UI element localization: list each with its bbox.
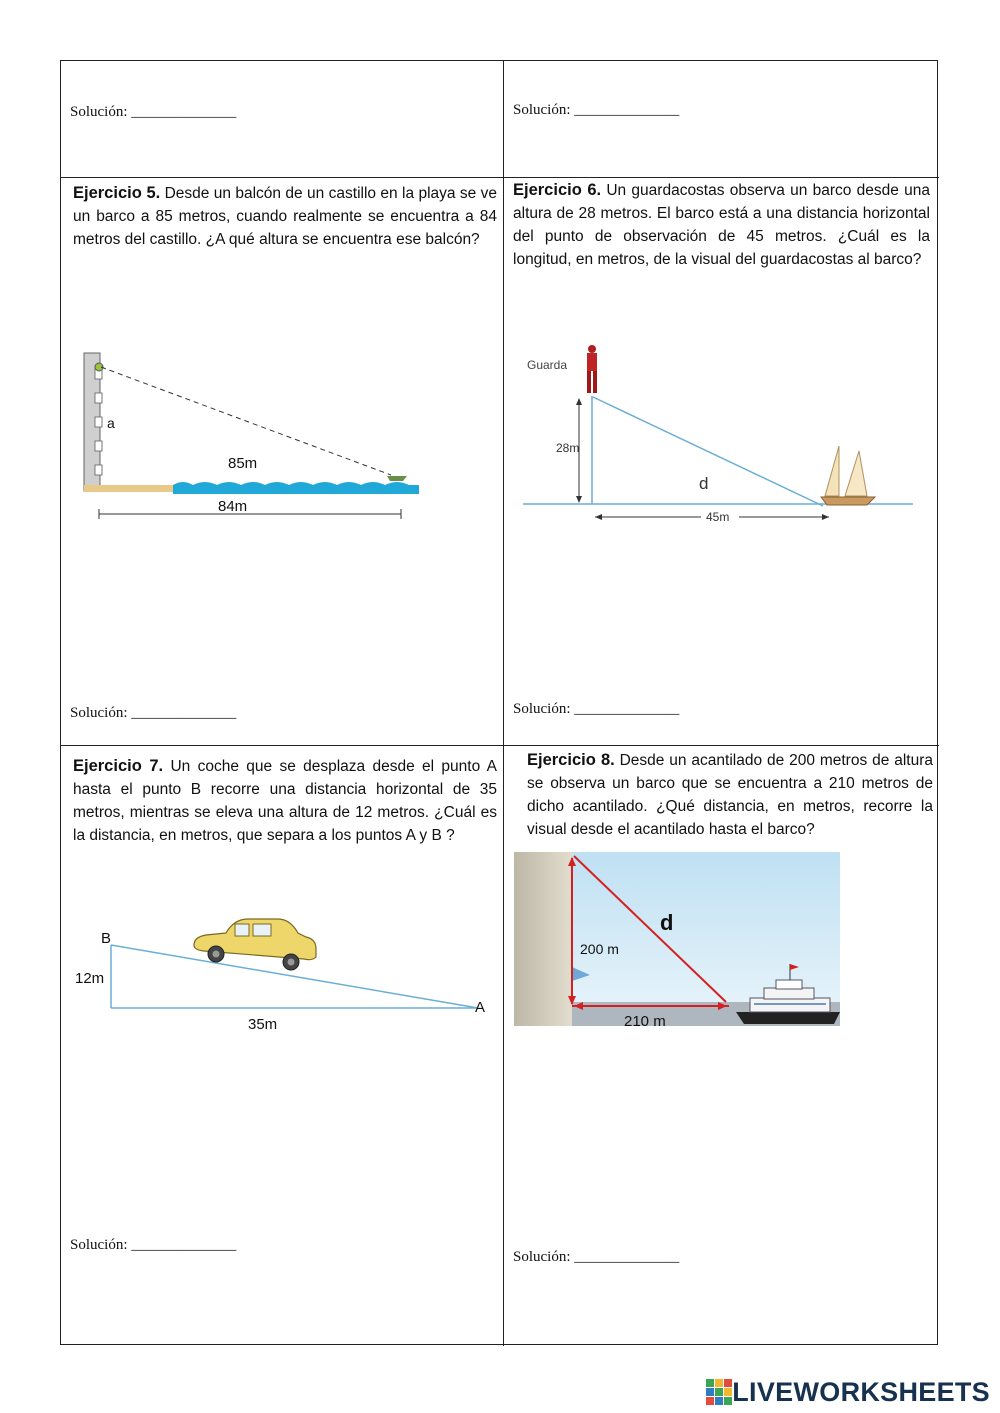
solution-blank[interactable]: ______________ [131, 705, 237, 721]
base-label: 210 m [624, 1013, 666, 1030]
solution-label: Solución: [70, 104, 132, 120]
base-label: 35m [248, 1016, 278, 1033]
cliff-figure [514, 852, 844, 1028]
worksheet-grid [60, 60, 938, 1345]
base-label: 84m [218, 498, 248, 515]
height-label: 12m [75, 970, 105, 987]
exercise-6-text: Un guardacostas observa un barco desde una altura de 28 metros. El barco está a una distancia horizontal del punto de observación de 45 metros. ¿Cuál es la longitud, en metros, de la visual del guardacostas al barco? [513, 182, 931, 268]
solution-label: Solución: [513, 701, 575, 717]
exercise-7-statement [73, 755, 497, 847]
guard-label: Guarda [527, 358, 568, 372]
base-label: 45m [706, 510, 730, 524]
exercise-7-text: Un coche que se desplaza desde el punto A hasta el punto B recorre una distancia horizontal de 35 metros, mientras se eleva una altura de 12 metros. ¿Cuál es la distancia, en metros, que separa a los puntos A y B ? [73, 758, 497, 844]
sea [173, 482, 419, 494]
solution-label: Solución: [513, 102, 575, 118]
logo-text: LIVEWORKSHEETS [732, 1376, 990, 1407]
height-label: 200 m [580, 941, 619, 957]
guard-person-icon [587, 345, 597, 393]
solution-blank[interactable]: ______________ [131, 1237, 237, 1253]
solution-line-4 [513, 102, 679, 119]
exercise-5-statement [73, 182, 497, 251]
point-b-label: B [101, 930, 112, 947]
solution-line-6 [513, 701, 679, 718]
solution-label: Solución: [513, 1249, 575, 1265]
exercise-5-title: Ejercicio 5. [73, 184, 161, 202]
exercise-8-title: Ejercicio 8. [527, 751, 615, 769]
exercise-7-title: Ejercicio 7. [73, 757, 164, 775]
boat-icon [387, 476, 407, 481]
hyp-label: d [660, 910, 674, 935]
height-label: a [107, 415, 115, 431]
solution-line-8 [513, 1249, 679, 1266]
solution-label: Solución: [70, 1237, 132, 1253]
solution-blank[interactable]: ______________ [574, 102, 680, 118]
point-a-label: A [475, 999, 486, 1016]
cliff [514, 852, 572, 1026]
exercise-6-title: Ejercicio 6. [513, 181, 602, 199]
exercise-5-text: Desde un balcón de un castillo en la playa se ve un barco a 85 metros, cuando realmente se encuentra a 84 metros del castillo. ¿A qué altura se encuentra ese balcón? [73, 185, 497, 248]
solution-line-3 [70, 104, 236, 121]
row-divider-1 [61, 177, 939, 178]
exercise-6-statement [513, 179, 930, 271]
liveworksheets-logo [706, 1377, 990, 1407]
column-divider [503, 61, 504, 1346]
solution-blank[interactable]: ______________ [574, 1249, 680, 1265]
height-label: 28m [556, 441, 580, 455]
hyp-label: d [699, 474, 709, 493]
solution-label: Solución: [70, 705, 132, 721]
solution-blank[interactable]: ______________ [574, 701, 680, 717]
exercise-8-text: Desde un acantilado de 200 metros de altura se observa un barco que se encuentra a 210 metros de dicho acantilado. ¿Qué distancia, en metros, recorre la visual desde el acantilado hasta el barco? [527, 752, 933, 838]
solution-line-5 [70, 705, 236, 722]
hyp-label: 85m [228, 455, 258, 472]
solution-line-7 [70, 1237, 236, 1254]
sailboat-icon [821, 446, 875, 505]
castle-figure [81, 349, 426, 519]
car-ramp-figure [73, 916, 493, 1036]
exercise-8-statement [527, 749, 933, 841]
coastguard-figure [521, 341, 916, 531]
sand [84, 485, 176, 492]
solution-blank[interactable]: ______________ [131, 104, 237, 120]
lws-logo-icon [706, 1379, 732, 1405]
row-divider-2 [61, 745, 939, 746]
